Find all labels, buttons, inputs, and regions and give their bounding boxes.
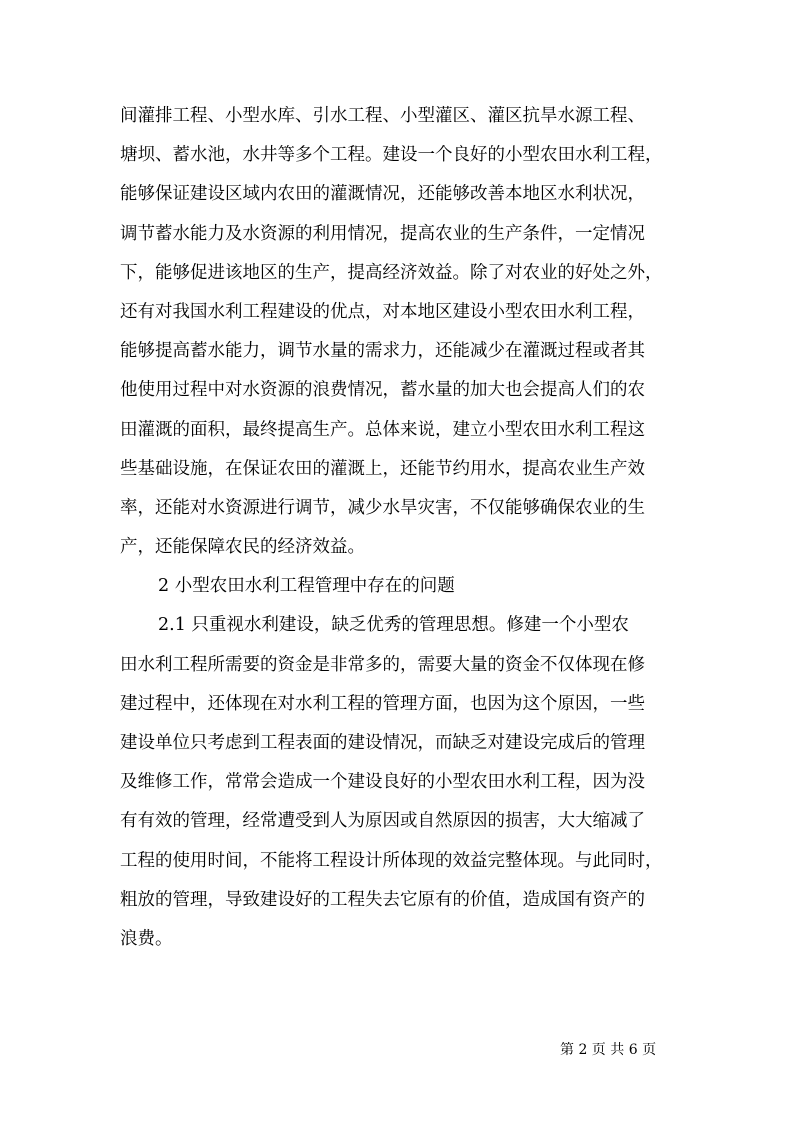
text-line: 率，还能对水资源进行调节，减少水旱灾害，不仅能够确保农业的生 (120, 497, 645, 518)
text-line: 调节蓄水能力及水资源的利用情况，提高农业的生产条件，一定情况 (120, 223, 645, 244)
text-line: 建过程中，还体现在对水利工程的管理方面，也因为这个原因，一些 (120, 693, 645, 714)
text-line: 浪费。 (120, 928, 173, 949)
text-line: 能够提高蓄水能力，调节水量的需求力，还能减少在灌溉过程或者其 (120, 341, 645, 362)
text-line: 塘坝、蓄水池，水井等多个工程。建设一个良好的小型农田水利工程， (120, 145, 663, 166)
text-line: 他使用过程中对水资源的浪费情况，蓄水量的加大也会提高人们的农 (120, 380, 645, 401)
text-line: 粗放的管理，导致建设好的工程失去它原有的价值，造成国有资产的 (120, 889, 645, 910)
section-heading: 2 小型农田水利工程管理中存在的问题 (158, 576, 455, 597)
subsection-heading: 2.1 只重视水利建设，缺乏优秀的管理思想。修建一个小型农 (158, 615, 629, 636)
text-line: 能够保证建设区域内农田的灌溉情况，还能够改善本地区水利状况， (120, 184, 645, 205)
text-line: 还有对我国水利工程建设的优点，对本地区建设小型农田水利工程， (120, 301, 645, 322)
text-line: 有有效的管理，经常遭受到人为原因或自然原因的损害，大大缩减了 (120, 811, 645, 832)
body-text (120, 97, 690, 959)
page-number: 第 2 页 共 6 页 (560, 1042, 657, 1058)
text-line: 田水利工程所需要的资金是非常多的，需要大量的资金不仅体现在修 (120, 654, 645, 675)
text-line: 些基础设施，在保证农田的灌溉上，还能节约用水，提高农业生产效 (120, 458, 645, 479)
text-line: 建设单位只考虑到工程表面的建设情况，而缺乏对建设完成后的管理 (120, 733, 645, 753)
text-line: 及维修工作，常常会造成一个建设良好的小型农田水利工程，因为没 (120, 772, 645, 793)
text-line: 工程的使用时间，不能将工程设计所体现的效益完整体现。与此同时， (120, 850, 663, 871)
text-line: 下，能够促进该地区的生产，提高经济效益。除了对农业的好处之外， (120, 262, 663, 283)
text-line: 间灌排工程、小型水库、引水工程、小型灌区、灌区抗旱水源工程、 (120, 106, 645, 126)
text-line: 产，还能保障农民的经济效益。 (120, 537, 365, 558)
text-line: 田灌溉的面积，最终提高生产。总体来说，建立小型农田水利工程这 (120, 419, 645, 440)
